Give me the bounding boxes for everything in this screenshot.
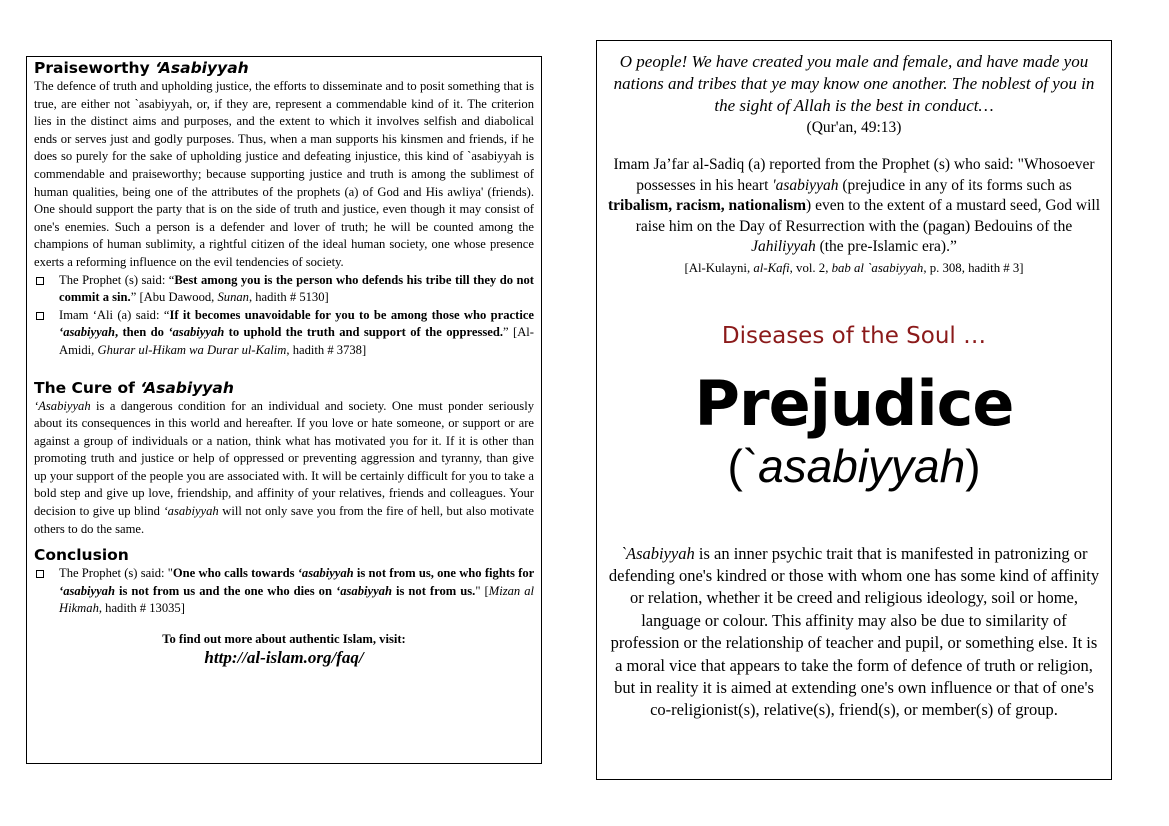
bullet-ref: , hadith # 13035] — [98, 601, 185, 616]
heading-term: ‘Asabiyyah — [155, 59, 249, 77]
bullet-text: ” [Abu Dawood, — [130, 290, 218, 305]
book-title: Ghurar ul-Hikam wa Durar ul-Kalim — [97, 342, 287, 357]
hadith-bold-terms: tribalism, racism, nationalism — [607, 197, 807, 214]
quote-term: ‘asabiyyah — [297, 566, 354, 581]
list-item — [34, 307, 534, 360]
quote-part: , then do — [114, 325, 169, 340]
quote-part: to uphold the truth and support of the oppressed. — [224, 325, 504, 340]
transliteration-term: asabiyyah — [758, 439, 966, 492]
paren-open: (` — [727, 439, 759, 492]
quran-reference: (Qur'an, 49:13) — [806, 119, 902, 136]
quote-term: ‘asabiyyah — [168, 325, 225, 340]
bullet-text: Imam ‘Ali (a) said: “ — [59, 307, 170, 322]
series-subtitle: Diseases of the Soul … — [721, 322, 987, 349]
title-transliteration — [605, 439, 1103, 493]
praiseworthy-bullets — [34, 272, 534, 360]
ref-text: , vol. 2, — [789, 260, 832, 275]
praiseworthy-paragraph: The defence of truth and upholding justice, the efforts to disseminate and to posit something that is true, are either not `asabiyyah, or, if they are, represent a commendable kind of it. The criterion lies in the distinct aims and purposes, and the extent to which it involves selfish and diabolical ends or serves just and godly purposes. Thus, when a man supports his kinsmen and friends, if he does so purely for the sake of upholding justice and defeating injustice, this kind of `asabiyyah is commendable and praiseworthy; because supporting justice and truth is among the sublimest of human qualities, being one of the attributes of the prophets (a) of God and His awliya' (friends). One should support the party that is on the side of truth and justice, even though it may consist of one's enemies. Such a person is a defender and lover of truth; he will be counted among the champions of human sublimity, a rightful citizen of the ideal human society, one whose presence exerts a reforming influence on the evil tendencies of society. — [34, 79, 534, 269]
list-item — [34, 272, 534, 307]
bullet-square-icon — [36, 570, 44, 578]
bullet-text: The Prophet (s) said: “ — [59, 272, 175, 287]
visit-text: To find out more about authentic Islam, visit: — [162, 632, 406, 647]
list-item — [34, 565, 534, 618]
definition-paragraph — [605, 543, 1103, 722]
bullet-ref: , hadith # 3738] — [286, 342, 367, 357]
bullet-text: The Prophet (s) said: " — [59, 566, 173, 581]
hadith-text: (prejudice in any of its forms such as — [838, 176, 1072, 194]
page-title: Prejudice — [694, 366, 1014, 440]
paragraph-term: ‘asabiyyah — [163, 504, 219, 519]
heading-term: ‘Asabiyyah — [140, 378, 234, 397]
definition-text: is an inner psychic trait that is manifested in patronizing or defending one's kindred or those with whom one has some kind of affinity or relation, whether it be creed and religious ideology, soil or home, language or colour. This affinity may also be due to similarity of profession or the relationship of teacher and pupil, or something else. It is a moral vice that appears to take the form of defence of truth or religion, but in reality it is aimed at extending one's own influence or that of one's co-religionist(s), relative(s), friend(s), or member(s) of group. — [608, 543, 1100, 720]
paragraph-text: will not only save you from the fire of hell, but also motivate others to do the same. — [34, 504, 534, 536]
paren-close: ) — [965, 439, 981, 492]
book-title: al-Kafi — [753, 260, 790, 275]
bullet-square-icon — [36, 312, 44, 320]
left-panel — [26, 56, 542, 764]
cure-heading — [34, 379, 534, 398]
praiseworthy-heading — [34, 59, 534, 78]
chapter-title: bab al `asabiyyah — [831, 260, 924, 275]
hadith-term: Jahiliyyah — [751, 238, 816, 255]
bullet-text: ” [Al-Amidi, — [59, 325, 534, 357]
quote-term: ‘asabiyyah — [59, 583, 115, 598]
ref-text: [Al-Kulayni, — [684, 260, 754, 275]
paragraph-text: is a dangerous condition for an individual and society. One must ponder seriously about its consequences in this world and hereafter. If you love or hate someone, or support or are against a group of individuals or a nation, think what has motivated you for it. If it is other than promoting truth and justice or help of oppressed or preventing aggression and tyranny, than give up your support of the people you are associated with. It will be certainly difficult for you to take a bold step and give up love, friendship, and affinity of your relatives, friends and colleagues. Your decision to give up blind — [34, 398, 534, 519]
spacer — [34, 538, 534, 546]
conclusion-heading: Conclusion — [34, 546, 129, 565]
quote-part: is not from us and the one who dies on — [114, 583, 336, 598]
book-title: Sunan — [217, 290, 249, 305]
quote-part: is not from us. — [391, 583, 476, 598]
conclusion-bullets — [34, 565, 534, 618]
cure-paragraph — [34, 398, 534, 539]
hadith-reference — [605, 259, 1103, 277]
bullet-square-icon — [36, 277, 44, 285]
paragraph-term: ‘Asabiyyah — [34, 398, 91, 413]
bullet-text: " [ — [475, 583, 489, 598]
website-link[interactable]: http://al-islam.org/faq/ — [204, 648, 364, 668]
quote-part: If it becomes unavoidable for you to be among those who practice — [169, 307, 535, 322]
quran-quote: O people! We have created you male and female, and have made you nations and tribes that ye may know one another. The noblest of you in the sight of Allah is the best in conduct… — [613, 52, 1095, 115]
hadith-text: (the pre-Islamic era).” — [815, 238, 957, 255]
ref-text: , p. 308, hadith # 3] — [923, 260, 1024, 275]
hadith-term: 'asabiyyah — [772, 176, 839, 194]
hadith-text: ) even to the extent of a mustard seed, God will raise him on the Day of Resurrection with the (pagan) Bedouins of the — [635, 197, 1101, 235]
spacer — [34, 360, 534, 379]
heading-text: Praiseworthy — [34, 59, 156, 77]
definition-term: `Asabiyyah — [620, 543, 695, 563]
quote-term: ‘asabiyyah — [336, 583, 392, 598]
heading-text: The Cure of — [34, 378, 141, 397]
quote-term: ‘asabiyyah — [59, 325, 115, 340]
right-panel — [596, 40, 1112, 780]
hadith-quote — [605, 155, 1103, 258]
bullet-ref: , hadith # 5130] — [248, 290, 329, 305]
quote-part: is not from us, one who fights for — [353, 566, 534, 581]
quote-part: One who calls towards — [172, 566, 298, 581]
bullet-quote: Best among you is the person who defends his tribe till they do not commit a sin. — [59, 272, 535, 305]
book-title: Mizan al Hikmah — [59, 583, 535, 616]
hadith-text: Imam Ja’far al-Sadiq (a) reported from the Prophet (s) who said: "Whosoever possesses in his heart — [613, 156, 1095, 194]
